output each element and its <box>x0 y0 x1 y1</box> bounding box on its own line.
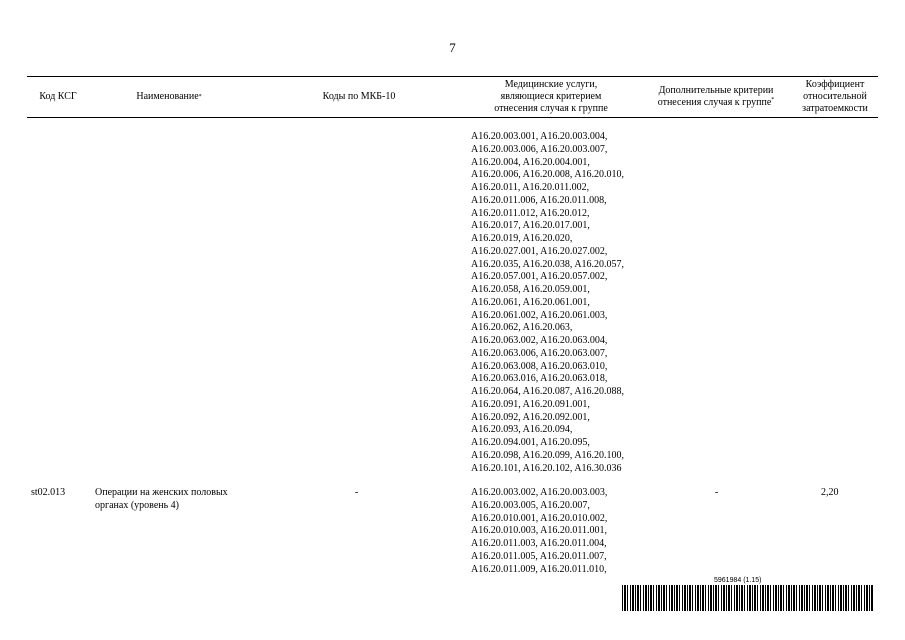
code-line: A16.20.017, A16.20.017.001, <box>471 220 590 232</box>
row-codes-cell <box>471 487 607 576</box>
row-code: st02.013 <box>31 487 66 498</box>
code-line: A16.20.003.002, A16.20.003.003, <box>471 487 608 498</box>
code-line: A16.20.061.002, A16.20.061.003, <box>471 309 608 321</box>
code-line: A16.20.061, A16.20.061.001, <box>471 296 590 308</box>
code-line: A16.20.011.009, A16.20.011.010, <box>471 563 607 575</box>
barcode <box>622 585 874 611</box>
code-line: A16.20.093, A16.20.094, <box>471 424 573 436</box>
table-header-bottom-rule <box>27 117 878 118</box>
row-name-line-1: Операции на женских половых <box>95 487 228 498</box>
code-line: A16.20.003.001, A16.20.003.004, <box>471 131 608 142</box>
code-line: A16.20.011, A16.20.011.002, <box>471 182 590 193</box>
continuation-codes-cell <box>471 131 624 475</box>
code-line: A16.20.010.001, A16.20.010.002, <box>471 512 608 524</box>
code-line: A16.20.011.003, A16.20.011.004, <box>471 538 607 549</box>
code-line: A16.20.019, A16.20.020, <box>471 233 573 244</box>
code-line: A16.20.011.005, A16.20.011.007, <box>471 550 607 562</box>
page-number: 7 <box>449 40 456 55</box>
code-line: A16.20.098, A16.20.099, A16.20.100, <box>471 449 625 461</box>
header-kod-ksg-label: Код КСГ <box>39 91 77 102</box>
code-line: A16.20.003.005, A16.20.007, <box>471 499 590 511</box>
header-naimenovanie-label: Наименование <box>136 91 199 102</box>
header-naimenovanie <box>89 77 249 117</box>
row-name-line-2: органах (уровень 4) <box>95 499 180 511</box>
code-line: A16.20.057.001, A16.20.057.002, <box>471 271 608 283</box>
code-line: A16.20.101, A16.20.102, A16.30.036 <box>471 462 622 474</box>
header-dop-kriterii <box>648 77 784 117</box>
row-mkb: - <box>355 487 359 498</box>
code-line: A16.20.063.002, A16.20.063.004, <box>471 335 608 346</box>
header-kody-mkb-label: Коды по МКБ-10 <box>322 91 396 102</box>
code-line: A16.20.011.012, A16.20.012, <box>471 207 590 219</box>
row-dop: - <box>715 487 719 498</box>
header-koeff-label: Коэффициент относительной затратоемкости <box>802 79 868 114</box>
header-med-uslugi-label: Медицинские услуги, являющиеся критерием отнесения случая к группе <box>494 79 608 114</box>
code-line: A16.20.058, A16.20.059.001, <box>471 284 590 295</box>
code-line: A16.20.010.003, A16.20.011.001, <box>471 525 608 537</box>
code-line: A16.20.035, A16.20.038, A16.20.057, <box>471 258 625 270</box>
code-line: A16.20.027.001, A16.20.027.002, <box>471 245 608 257</box>
header-kody-mkb <box>249 77 469 117</box>
code-line: A16.20.062, A16.20.063, <box>471 322 573 334</box>
header-naimenovanie-footnote-mark: * <box>198 94 202 100</box>
code-line: A16.20.064, A16.20.087, A16.20.088, <box>471 386 625 397</box>
code-line: A16.20.063.016, A16.20.063.018, <box>471 373 608 385</box>
header-dop-kriterii-label: Дополнительные критерии отнесения случая к группе <box>657 85 774 108</box>
code-line: A16.20.063.008, A16.20.063.010, <box>471 360 608 372</box>
code-line: A16.20.092, A16.20.092.001, <box>471 411 590 423</box>
code-line: A16.20.004, A16.20.004.001, <box>471 156 590 168</box>
code-line: A16.20.063.006, A16.20.063.007, <box>471 347 608 359</box>
header-koeff <box>792 77 878 117</box>
row-koeff: 2,20 <box>821 487 839 498</box>
barcode-label: 5961984 (1.15) <box>714 577 762 584</box>
code-line: A16.20.006, A16.20.008, A16.20.010, <box>471 169 625 181</box>
code-line: A16.20.091, A16.20.091.001, <box>471 398 590 410</box>
code-line: A16.20.003.006, A16.20.003.007, <box>471 143 608 155</box>
header-kod-ksg <box>27 77 89 117</box>
code-line: A16.20.094.001, A16.20.095, <box>471 437 590 448</box>
header-med-uslugi <box>478 77 624 117</box>
code-line: A16.20.011.006, A16.20.011.008, <box>471 194 607 206</box>
header-dop-kriterii-footnote-mark: * <box>771 97 775 103</box>
